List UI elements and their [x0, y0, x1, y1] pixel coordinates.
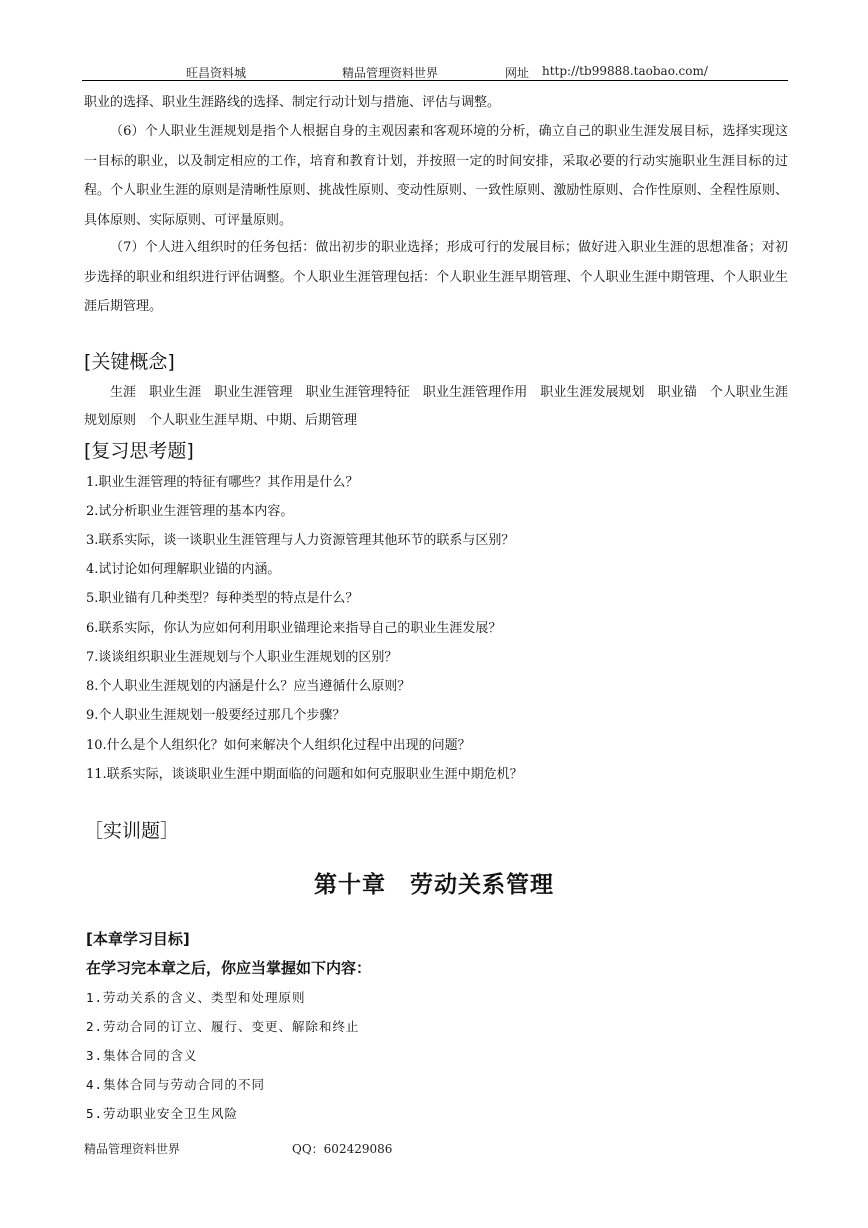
objective-item: 2.劳动合同的订立、履行、变更、解除和终止 — [86, 1019, 360, 1034]
header-rule — [82, 80, 788, 81]
header-shop: 旺昌资料城 — [186, 66, 247, 80]
review-question: 10.什么是个人组织化？如何来解决个人组织化过程中出现的问题？ — [86, 738, 471, 753]
practice-heading: ［实训题］ — [84, 820, 180, 842]
header-site-url[interactable]: http://tb99888.taobao.com/ — [542, 64, 708, 78]
objective-item: 3.集体合同的含义 — [86, 1048, 198, 1063]
chapter-title: 第十章 劳动关系管理 — [314, 872, 554, 898]
review-question: 5.职业锚有几种类型？每种类型的特点是什么？ — [86, 591, 359, 606]
header-site-label: 网址 — [505, 66, 530, 80]
key-concepts-heading: [关键概念] — [84, 351, 175, 373]
header-brand: 精品管理资料世界 — [342, 66, 439, 80]
review-question: 7.谈谈组织职业生涯规划与个人职业生涯规划的区别？ — [86, 650, 398, 665]
objective-item: 4.集体合同与劳动合同的不同 — [86, 1077, 266, 1092]
review-question: 6.联系实际，你认为应如何利用职业锚理论来指导自己的职业生涯发展？ — [86, 621, 502, 636]
paragraph-continuation: 职业的选择、职业生涯路线的选择、制定行动计划与措施、评估与调整。 — [84, 95, 501, 110]
review-question: 9.个人职业生涯规划一般要经过那几个步骤？ — [86, 708, 346, 723]
objective-item: 5.劳动职业安全卫生风险 — [86, 1106, 239, 1121]
review-question: 4.试讨论如何理解职业锚的内涵。 — [86, 562, 281, 577]
paragraph-6: （6）个人职业生涯规划是指个人根据自身的主观因素和客观环境的分析，确立自己的职业生涯发展目标，选择实现这一目标的职业，以及制定相应的工作，培育和教育计划，并按照一定的时间安排，采取必要的行动实施职业生涯目标的过程。个人职业生涯的原则是清晰性原则、挑战性原则、变动性原则、一致性原则、激励性原则、合作性原则、全程性原则、具体原则、实际原则、可评量原则。 — [84, 124, 788, 228]
footer-brand: 精品管理资料世界 — [84, 1142, 181, 1156]
footer-qq: QQ：602429086 — [292, 1142, 393, 1156]
review-question: 2.试分析职业生涯管理的基本内容。 — [86, 504, 294, 519]
objectives-heading: [本章学习目标] — [86, 930, 190, 948]
objective-item: 1.劳动关系的含义、类型和处理原则 — [86, 990, 306, 1005]
review-question: 11.联系实际，谈谈职业生涯中期面临的问题和如何克服职业生涯中期危机？ — [86, 767, 523, 782]
review-heading: [复习思考题] — [84, 440, 194, 462]
review-question: 8.个人职业生涯规划的内涵是什么？应当遵循什么原则？ — [86, 679, 411, 694]
key-concepts-text: 生涯 职业生涯 职业生涯管理 职业生涯管理特征 职业生涯管理作用 职业生涯发展规划 职业锚 个人职业生涯规划原则 个人职业生涯早期、中期、后期管理 — [84, 385, 788, 428]
objectives-intro: 在学习完本章之后，你应当掌握如下内容： — [86, 959, 372, 977]
review-question: 1.职业生涯管理的特征有哪些？其作用是什么？ — [86, 475, 359, 490]
paragraph-7: （7）个人进入组织时的任务包括：做出初步的职业选择；形成可行的发展目标；做好进入职业生涯的思想准备；对初步选择的职业和组织进行评估调整。个人职业生涯管理包括：个人职业生涯早期管理、个人职业生涯中期管理、个人职业生涯后期管理。 — [84, 240, 788, 314]
review-question: 3.联系实际，谈一谈职业生涯管理与人力资源管理其他环节的联系与区别？ — [86, 533, 515, 548]
